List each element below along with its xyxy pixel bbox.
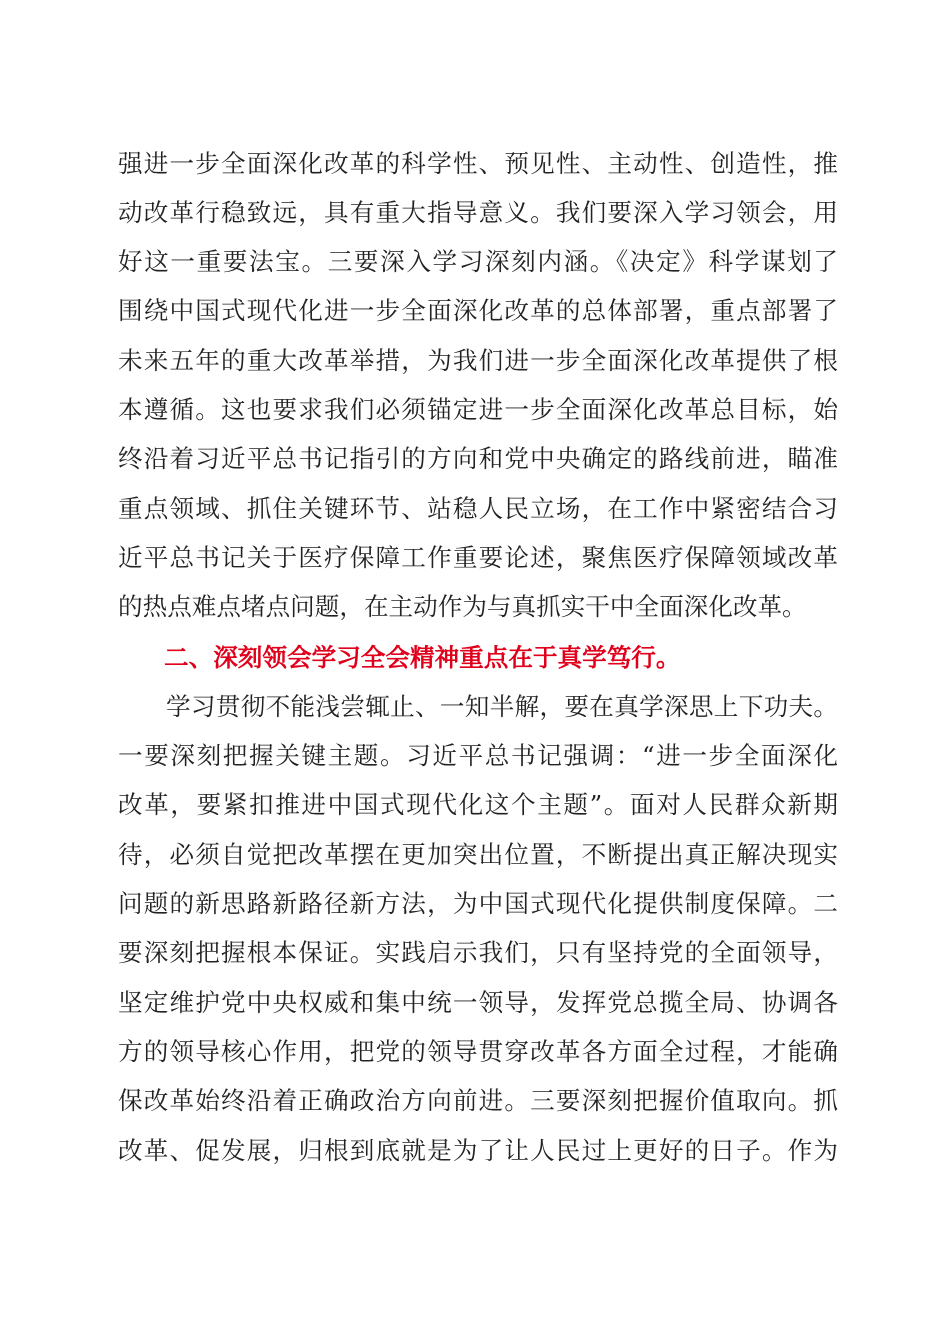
body-text-line: 改革、促发展，归根到底就是为了让人民过上更好的日子。作为 — [118, 1136, 838, 1165]
body-text-line: 未来五年的重大改革举措，为我们进一步全面深化改革提供了根 — [118, 346, 838, 375]
body-text-line: 近平总书记关于医疗保障工作重要论述，聚焦医疗保障领域改革 — [118, 543, 838, 572]
body-text-line: 强进一步全面深化改革的科学性、预见性、主动性、创造性，推 — [118, 149, 838, 178]
body-text-line: 终沿着习近平总书记指引的方向和党中央确定的路线前进，瞄准 — [118, 444, 838, 473]
body-text-line: 本遵循。这也要求我们必须锚定进一步全面深化改革总目标，始 — [118, 395, 838, 424]
body-text-line: 要深刻把握根本保证。实践启示我们，只有坚持党的全面领导， — [118, 938, 838, 967]
body-text-line: 好这一重要法宝。三要深入学习深刻内涵。《决定》科学谋划了 — [118, 247, 838, 276]
body-text-line: 保改革始终沿着正确政治方向前进。三要深刻把握价值取向。抓 — [118, 1086, 838, 1115]
body-text-line: 围绕中国式现代化进一步全面深化改革的总体部署，重点部署了 — [118, 296, 838, 325]
body-text-line: 学习贯彻不能浅尝辄止、一知半解，要在真学深思上下功夫。 — [166, 692, 838, 721]
body-text-line: 重点领域、抓住关键环节、站稳人民立场，在工作中紧密结合习 — [118, 494, 838, 523]
body-text-line: 坚定维护党中央权威和集中统一领导，发挥党总揽全局、协调各 — [118, 988, 838, 1017]
body-text-line: 待，必须自觉把改革摆在更加突出位置，不断提出真正解决现实 — [118, 840, 838, 869]
body-text-line: 一要深刻把握关键主题。习近平总书记强调：“进一步全面深化 — [118, 741, 838, 770]
body-text-line: 的热点难点堵点问题，在主动作为与真抓实干中全面深化改革。 — [118, 592, 807, 621]
body-text-line: 动改革行稳致远，具有重大指导意义。我们要深入学习领会，用 — [118, 198, 838, 227]
body-text-line: 方的领导核心作用，把党的领导贯穿改革各方面全过程，才能确 — [118, 1037, 838, 1066]
body-text-line: 问题的新思路新路径新方法，为中国式现代化提供制度保障。二 — [118, 889, 838, 918]
section-heading: 二、深刻领会学习全会精神重点在于真学笃行。 — [164, 643, 681, 672]
body-text-line: 改革，要紧扣推进中国式现代化这个主题”。面对人民群众新期 — [118, 790, 838, 819]
